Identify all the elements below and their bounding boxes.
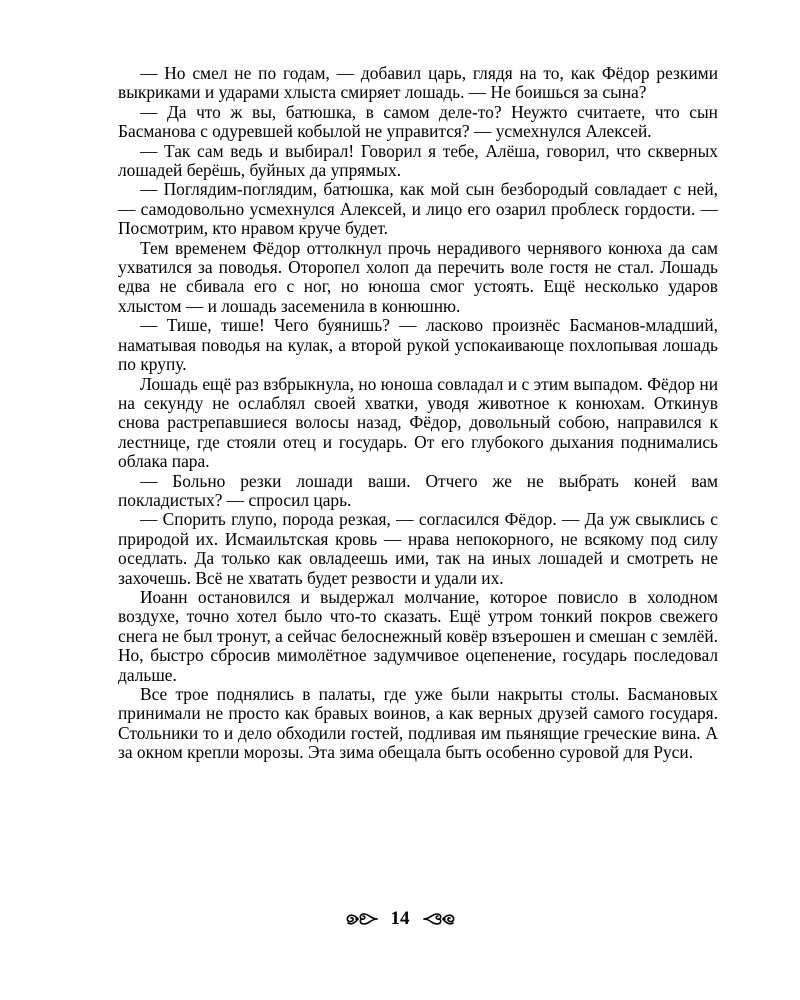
paragraph: Иоанн остановился и выдержал молчание, которое повисло в холодном воздухе, точно хотел было что-то сказать. Ещё утром тонкий покров свежего снега не был тронут, а сейчас белоснежный ковёр взъерошен и смешан с землёй. Но, быстро сбросив мимолётное задумчивое оцепенение, государь последовал дальше. bbox=[118, 586, 718, 685]
paragraph: — Да что ж вы, батюшка, в самом деле-то? Неужто считаете, что сын Басманова с одуревшей кобылой не управится? — усмехнулся Алексей. bbox=[118, 101, 718, 142]
paragraph: — Но смел не по годам, — добавил царь, глядя на то, как Фёдор резкими выкриками и ударами хлыста смиряет лошадь. — Не боишься за сына? bbox=[118, 63, 718, 103]
paragraph: — Так сам ведь и выбирал! Говорил я тебе, Алёша, говорил, что скверных лошадей берёшь, буйных да упрямых. bbox=[118, 140, 718, 181]
fleuron-ornament-right-icon bbox=[422, 910, 456, 928]
paragraph: — Поглядим-поглядим, батюшка, как мой сын безбородый совладает с ней, — самодовольно усмехнулся Алексей, и лицо его озарил проблеск гордости. — Посмотрим, кто нравом круче будет. bbox=[118, 179, 718, 239]
page-number: 14 bbox=[390, 908, 410, 929]
page-footer bbox=[0, 907, 800, 931]
paragraph: — Тише, тише! Чего буянишь? — ласково произнёс Басманов-младший, наматывая поводья на кулак, а второй рукой успокаивающе похлопывая лошадь по крупу. bbox=[118, 315, 718, 375]
paragraph: Тем временем Фёдор оттолкнул прочь нерадивого чернявого конюха да сам ухватился за поводья. Оторопел холоп да перечить воле гостя не стал. Лошадь едва не сбивала его с ног, но юноша смог устоять. Ещё несколько ударов хлыстом — и лошадь засеменила в конюшню. bbox=[118, 237, 718, 316]
paragraph: — Спорить глупо, порода резкая, — согласился Фёдор. — Да уж свыклись с природой их. Исмаильтская кровь — нрава непокорного, не всякому под силу оседлать. Да только как овладеешь ими, так на иных лошадей и смотреть не захочешь. Всё не хватать будет резвости и удали их. bbox=[118, 509, 718, 588]
paragraph: — Больно резки лошади ваши. Отчего же не выбрать коней вам покладистых? — спросил царь. bbox=[118, 470, 718, 510]
book-page-text bbox=[118, 64, 718, 763]
fleuron-ornament-left-icon bbox=[345, 910, 379, 928]
paragraph: Все трое поднялись в палаты, где уже были накрыты столы. Басмановых принимали не просто как бравых воинов, а как верных друзей самого государя. Стольники то и дело обходили гостей, подливая им пьянящие греческие вина. А за окном крепли морозы. Эта зима обещала быть особенно суровой для Руси. bbox=[118, 684, 718, 763]
paragraph: Лошадь ещё раз взбрыкнула, но юноша совладал и с этим выпадом. Фёдор ни на секунду не ослаблял своей хватки, уводя животное к конюхам. Откинув снова растрепавшиеся волосы назад, Фёдор, довольный собою, направился к лестнице, где стояли отец и государь. От его глубокого дыхания поднимались облака пара. bbox=[118, 373, 718, 472]
